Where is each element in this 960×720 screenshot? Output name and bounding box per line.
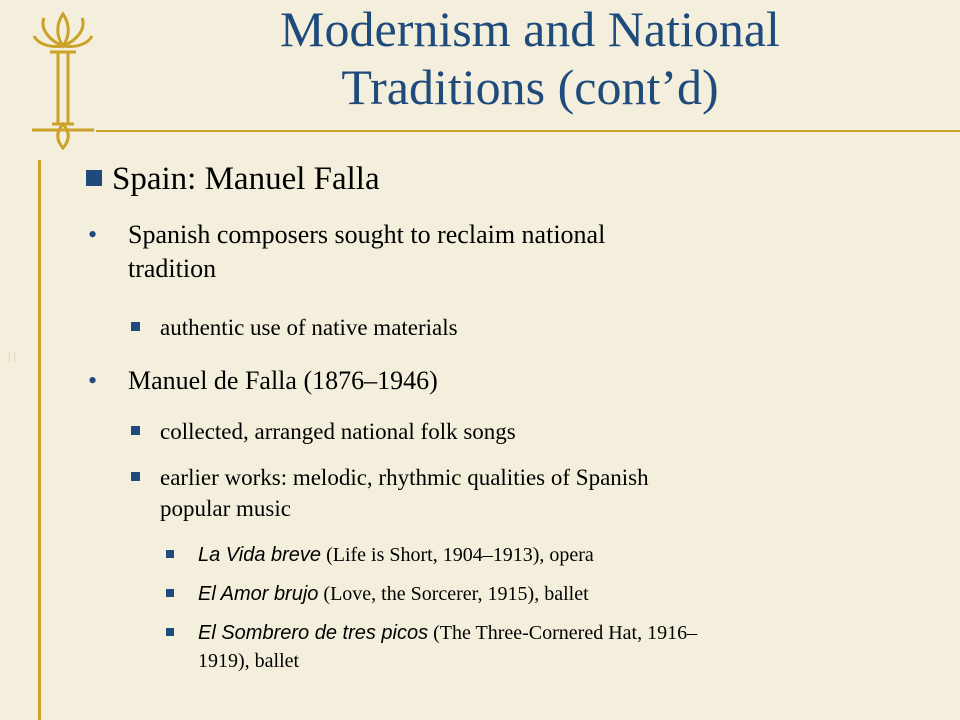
- slide-title: [180, 0, 880, 116]
- sub-bullet-text: authentic use of native materials: [160, 315, 458, 340]
- work-details: (Life is Short, 1904–1913), opera: [321, 544, 594, 566]
- square-bullet-icon: [166, 628, 174, 636]
- title-divider-horizontal: [96, 130, 960, 132]
- work-text: [198, 541, 878, 569]
- bullet-text-line-2: tradition: [128, 254, 217, 283]
- work-text: [198, 580, 878, 608]
- square-bullet-icon: [86, 170, 102, 186]
- work-text: [198, 619, 878, 675]
- square-bullet-icon: [166, 589, 174, 597]
- bullet-text: Manuel de Falla (1876–1946): [128, 366, 438, 395]
- heading-text: Spain: Manuel Falla: [112, 161, 380, 197]
- work-title: El Amor brujo: [198, 583, 319, 605]
- sub-bullet-text: collected, arranged national folk songs: [160, 419, 516, 444]
- work-details-line-2: 1919), ballet: [198, 650, 300, 672]
- sub-bullet-text: [160, 462, 860, 524]
- sub-bullet-line-2: popular music: [160, 496, 291, 521]
- title-line-2: Traditions (cont’d): [341, 59, 719, 115]
- square-bullet-icon: [131, 472, 140, 481]
- bullet-text: [128, 218, 848, 286]
- side-mark: | |: [8, 352, 16, 363]
- square-bullet-icon: [131, 426, 140, 435]
- work-details: (Love, the Sorcerer, 1915), ballet: [318, 583, 589, 605]
- fleur-ornament-icon: [28, 6, 98, 156]
- round-bullet-icon: •: [88, 220, 98, 249]
- title-line-1: Modernism and National: [280, 1, 780, 57]
- sub-bullet-line-1: earlier works: melodic, rhythmic qualities of Spanish: [160, 465, 649, 490]
- square-bullet-icon: [131, 322, 140, 331]
- work-title: El Sombrero de tres picos: [198, 622, 429, 644]
- square-bullet-icon: [166, 550, 174, 558]
- work-details-line-1: (The Three-Cornered Hat, 1916–: [428, 622, 698, 644]
- work-title: La Vida breve: [198, 544, 322, 566]
- bullet-text-line-1: Spanish composers sought to reclaim national: [128, 220, 606, 249]
- round-bullet-icon: •: [88, 366, 98, 395]
- left-divider-vertical: [38, 160, 41, 720]
